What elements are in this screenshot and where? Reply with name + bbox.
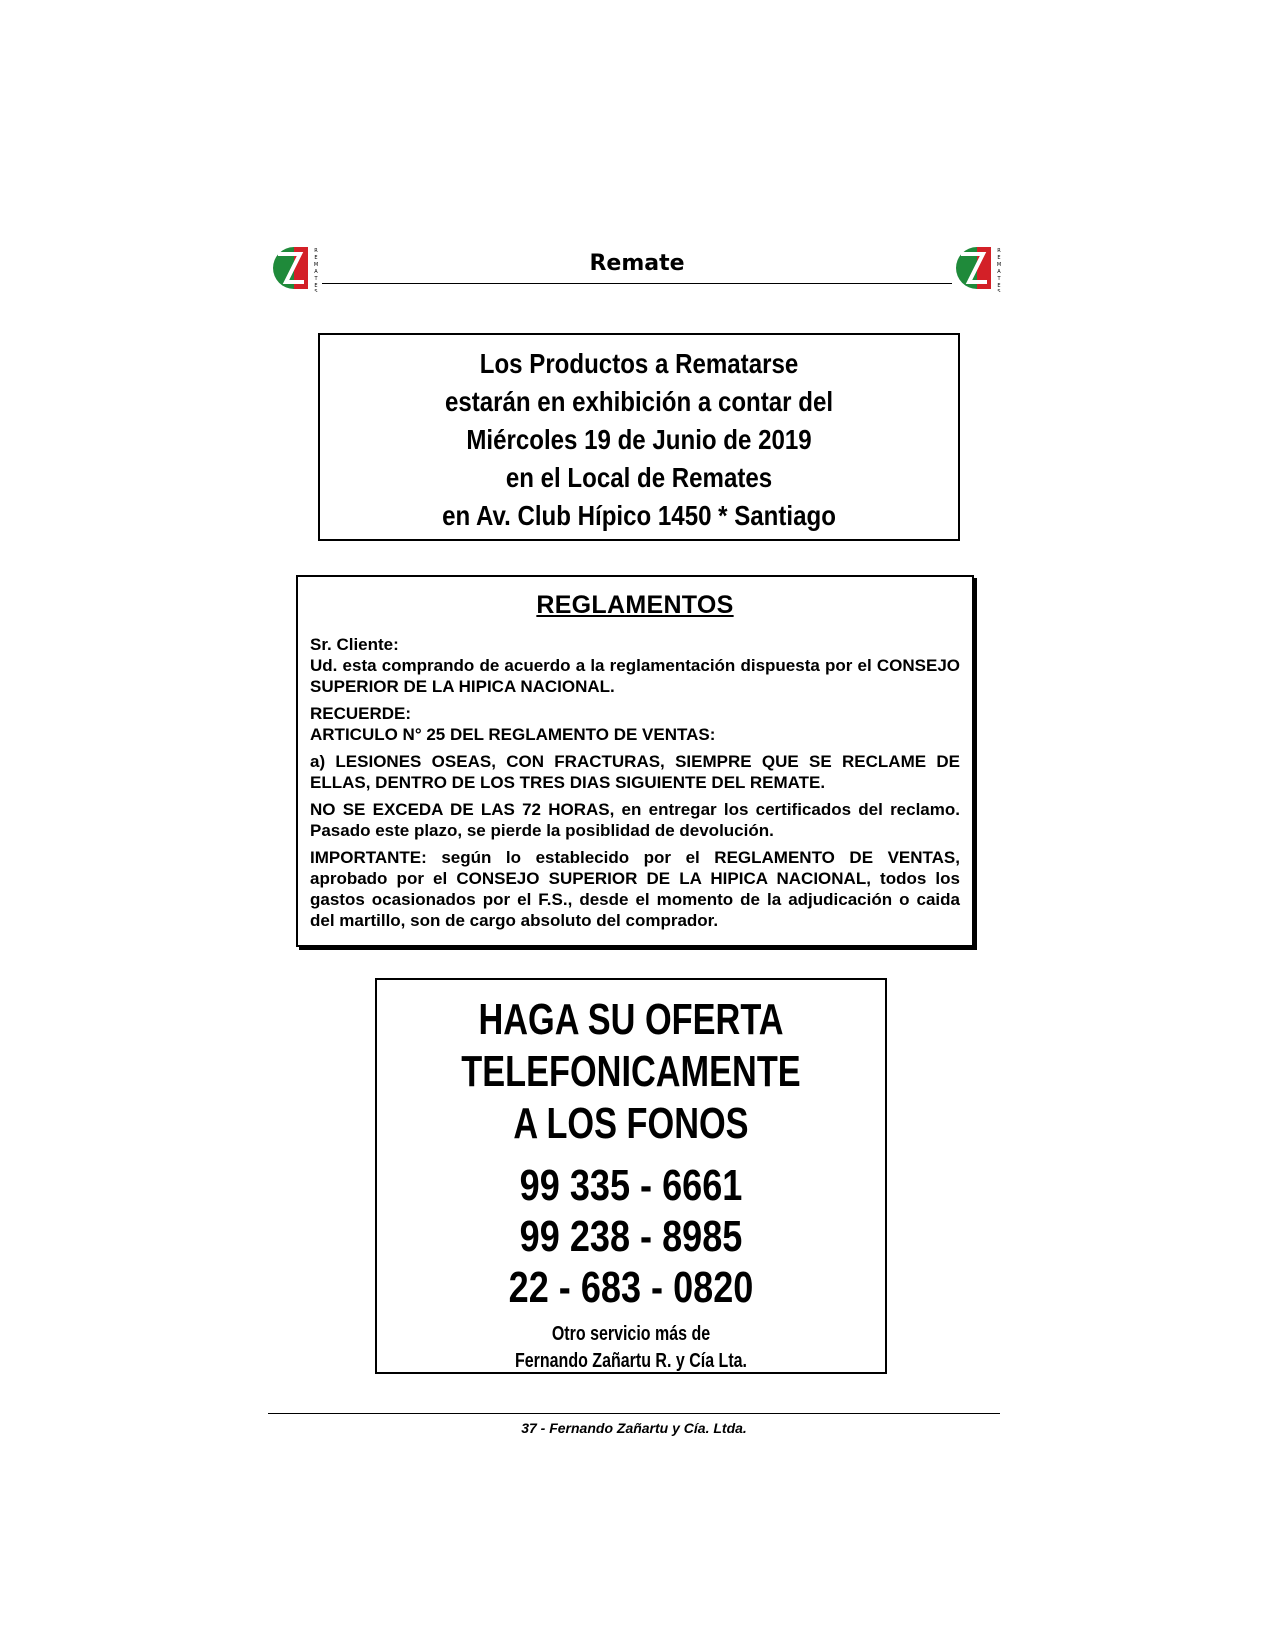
rules-remember: RECUERDE:	[310, 704, 412, 723]
svg-text:S: S	[314, 289, 318, 292]
offer-headline: TELEFONICAMENTE	[461, 1047, 801, 1096]
phone-number: 22 - 683 - 0820	[508, 1263, 754, 1312]
footer-divider	[268, 1413, 1000, 1414]
svg-text:E: E	[997, 283, 1001, 289]
exhibition-line: en el Local de Remates	[505, 462, 773, 493]
svg-text:R: R	[997, 248, 1001, 254]
phone-number: 99 335 - 6661	[519, 1161, 743, 1210]
offer-headline: HAGA SU OFERTA	[478, 995, 784, 1044]
page-header-title: Remate	[589, 251, 685, 276]
exhibition-line: Los Productos a Rematarse	[479, 348, 799, 379]
svg-text:T: T	[997, 276, 1001, 282]
logo-graphic	[953, 244, 1005, 292]
svg-text:A: A	[314, 269, 318, 275]
exhibition-address-line: en Av. Club Hípico 1450 * Santiago	[442, 500, 836, 531]
rules-deadline: NO SE EXCEDA DE LAS 72 HORAS, en entregar los certificados del reclamo. Pasado este plazo, se pierde la posiblidad de devolución.	[310, 800, 960, 840]
rules-greeting: Sr. Cliente:	[310, 635, 399, 654]
exhibition-date-line: Miércoles 19 de Junio de 2019	[466, 424, 812, 455]
page-footer: 37 - Fernando Zañartu y Cía. Ltda.	[521, 1420, 747, 1436]
svg-text:E: E	[314, 283, 318, 289]
svg-text:M: M	[996, 262, 1002, 268]
svg-text:S: S	[997, 289, 1001, 292]
svg-text:E: E	[997, 255, 1001, 261]
rules-box	[296, 575, 974, 947]
service-note: Otro servicio más de	[551, 1323, 711, 1345]
exhibition-line: estarán en exhibición a contar del	[444, 386, 834, 417]
rules-title: REGLAMENTOS	[536, 591, 734, 619]
phone-number: 99 238 - 8985	[519, 1212, 743, 1261]
svg-text:M: M	[313, 262, 319, 268]
logo-graphic	[270, 244, 322, 292]
rules-important: IMPORTANTE: según lo establecido por el REGLAMENTO DE VENTAS, aprobado por el CONSEJO SUPERIOR DE LA HIPICA NACIONAL, todos los gastos ocasionados por el F.S., desde el momento de la adjudicación o caida del martillo, son de cargo absoluto del comprador.	[310, 848, 960, 930]
rules-intro: Ud. esta comprando de acuerdo a la reglamentación dispuesta por el CONSEJO SUPERIOR DE LA HIPICA NACIONAL.	[310, 656, 960, 696]
header-divider	[322, 283, 952, 284]
svg-text:T: T	[314, 276, 318, 282]
svg-text:R: R	[314, 248, 318, 254]
phone-list	[377, 1160, 885, 1313]
offer-headline: A LOS FONOS	[513, 1099, 749, 1148]
phone-offer-box	[375, 978, 887, 1374]
svg-text:A: A	[997, 269, 1001, 275]
company-logo-right	[953, 244, 1005, 292]
rules-item-a: a) LESIONES OSEAS, CON FRACTURAS, SIEMPRE QUE SE RECLAME DE ELLAS, DENTRO DE LOS TRES DIAS SIGUIENTE DEL REMATE.	[310, 752, 960, 792]
exhibition-notice-box	[318, 333, 960, 541]
svg-text:E: E	[314, 255, 318, 261]
rules-article: ARTICULO N° 25 DEL REGLAMENTO DE VENTAS:	[310, 725, 716, 744]
company-logo	[270, 244, 322, 292]
service-company: Fernando Zañartu R. y Cía Lta.	[514, 1350, 748, 1372]
